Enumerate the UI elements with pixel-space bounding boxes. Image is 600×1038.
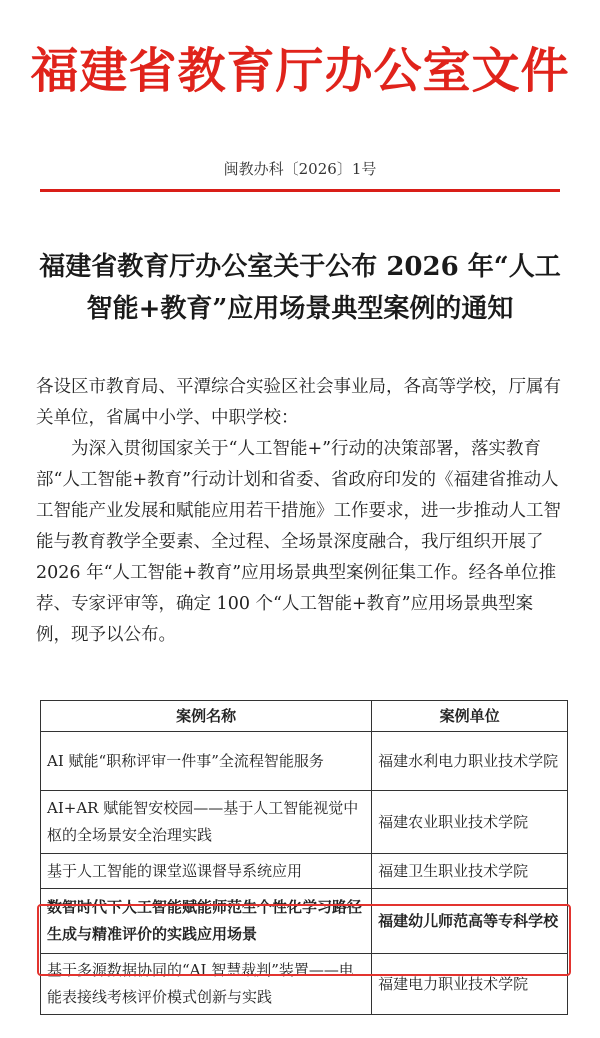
highlight-box [37, 904, 571, 976]
notice-title-line-2: 智能+教育”应用场景典型案例的通知 [86, 294, 514, 324]
table-row [41, 854, 568, 889]
notice-body [36, 372, 564, 651]
case-name: 基于多源数据协同的“AI 智慧裁判”装置——电能表接线考核评价模式创新与实践 [41, 954, 372, 1015]
header-case-name: 案例名称 [41, 701, 372, 732]
case-unit: 福建农业职业技术学院 [372, 791, 568, 854]
red-divider-line [40, 189, 560, 192]
case-name: AI+AR 赋能智安校园——基于人工智能视觉中枢的全场景安全治理实践 [41, 791, 372, 854]
main-paragraph: 为深入贯彻国家关于“人工智能+”行动的决策部署，落实教育部“人工智能+教育”行动计划和省委、省政府印发的《福建省推动人工智能产业发展和赋能应用若干措施》工作要求，进一步推动人工智能与教育教学全要素、全过程、全场景深度融合，我厅组织开展了 2026 年“人工智能+教育”应用场景典型案例征集工作。经各单位推荐、专家评审等，确定 100 个“人工智能+教育”应用场景典型案例，现予以公布。 [36, 439, 561, 645]
document-masthead: 福建省教育厅办公室文件 [30, 43, 570, 99]
table-row [41, 791, 568, 854]
notice-title [30, 246, 570, 330]
table-header-row [41, 701, 568, 732]
table-row [41, 732, 568, 791]
case-unit: 福建水利电力职业技术学院 [372, 732, 568, 791]
case-name: 基于人工智能的课堂巡课督导系统应用 [41, 854, 372, 889]
case-name: 数智时代下人工智能赋能师范生个性化学习路径生成与精准评价的实践应用场景 [41, 889, 372, 954]
case-name: AI 赋能“职称评审一件事”全流程智能服务 [41, 732, 372, 791]
document-number: 闽教办科〔2026〕1号 [223, 160, 377, 178]
notice-title-line-1: 福建省教育厅办公室关于公布 2026 年“人工 [39, 252, 561, 282]
case-unit: 福建卫生职业技术学院 [372, 854, 568, 889]
header-case-unit: 案例单位 [372, 701, 568, 732]
salutation: 各设区市教育局、平潭综合实验区社会事业局，各高等学校，厅属有关单位，省属中小学、中职学校： [36, 377, 561, 428]
case-unit: 福建电力职业技术学院 [372, 954, 568, 1015]
case-unit: 福建幼儿师范高等专科学校 [372, 889, 568, 954]
